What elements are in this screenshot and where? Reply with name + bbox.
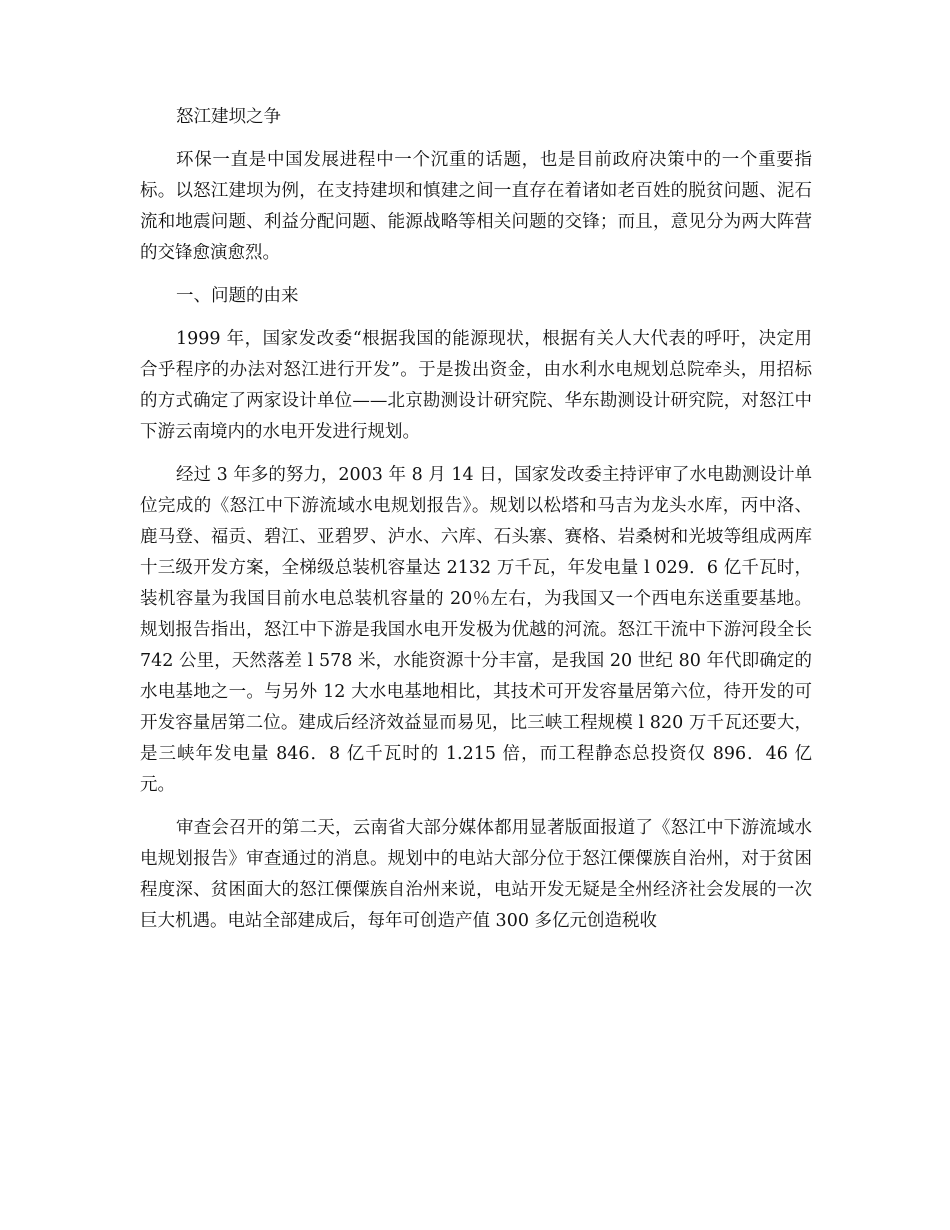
section-heading: 一、问题的由来 <box>176 286 299 306</box>
document-title: 怒江建坝之争 <box>176 107 281 127</box>
intro-paragraph: 环保一直是中国发展进程中一个沉重的话题，也是目前政府决策中的一个重要指标。以怒江建坝为例，在支持建坝和慎建之间一直存在着诸如老百姓的脱贫问题、泥石流和地震问题、利益分配问题、能源战略等相关问题的交锋；而且，意见分为两大阵营的交锋愈演愈烈。 <box>140 150 812 263</box>
body-paragraph: 审查会召开的第二天，云南省大部分媒体都用显著版面报道了《怒江中下游流域水电规划报告》审查通过的消息。规划中的电站大部分位于怒江傈僳族自治州，对于贫困程度深、贫困面大的怒江傈僳族自治州来说，电站开发无疑是全州经济社会发展的一次巨大机遇。电站全部建成后，每年可创造产值 300 多亿元创造税收 <box>140 818 812 931</box>
body-paragraph: 经过 3 年多的努力，2003 年 8 月 14 日，国家发改委主持评审了水电勘测设计单位完成的《怒江中下游流域水电规划报告》。规划以松塔和马吉为龙头水库，丙中洛、鹿马登、福贡、碧江、亚碧罗、泸水、六库、石头寨、赛格、岩桑树和光坡等组成两库十三级开发方案，全梯级总装机容量达 2132 万千瓦，年发电量 l 029．6 亿千瓦时，装机容量为我国目前水电总装机容量的 20％左右，为我国又一个西电东送重要基地。规划报告指出，怒江中下游是我国水电开发极为优越的河流。怒江干流中下游河段全长 742 公里，天然落差 l 578 米，水能资源十分丰富，是我国 20 世纪 80 年代即确定的水电基地之一。与另外 12 大水电基地相比，其技术可开发容量居第六位，待开发的可开发容量居第二位。建成后经济效益显而易见，比三峡工程规模 l 820 万千瓦还要大，是三峡年发电量 846．8 亿千瓦时的 1.215 倍，而工程静态总投资仅 896．46 亿元。 <box>140 465 812 795</box>
document-body <box>140 102 812 949</box>
body-paragraph: 1999 年，国家发改委“根据我国的能源现状，根据有关人大代表的呼吁，决定用合乎程序的办法对怒江进行开发”。于是拨出资金，由水利水电规划总院牵头，用招标的方式确定了两家设计单位——北京勘测设计研究院、华东勘测设计研究院，对怒江中下游云南境内的水电开发进行规划。 <box>140 329 812 442</box>
